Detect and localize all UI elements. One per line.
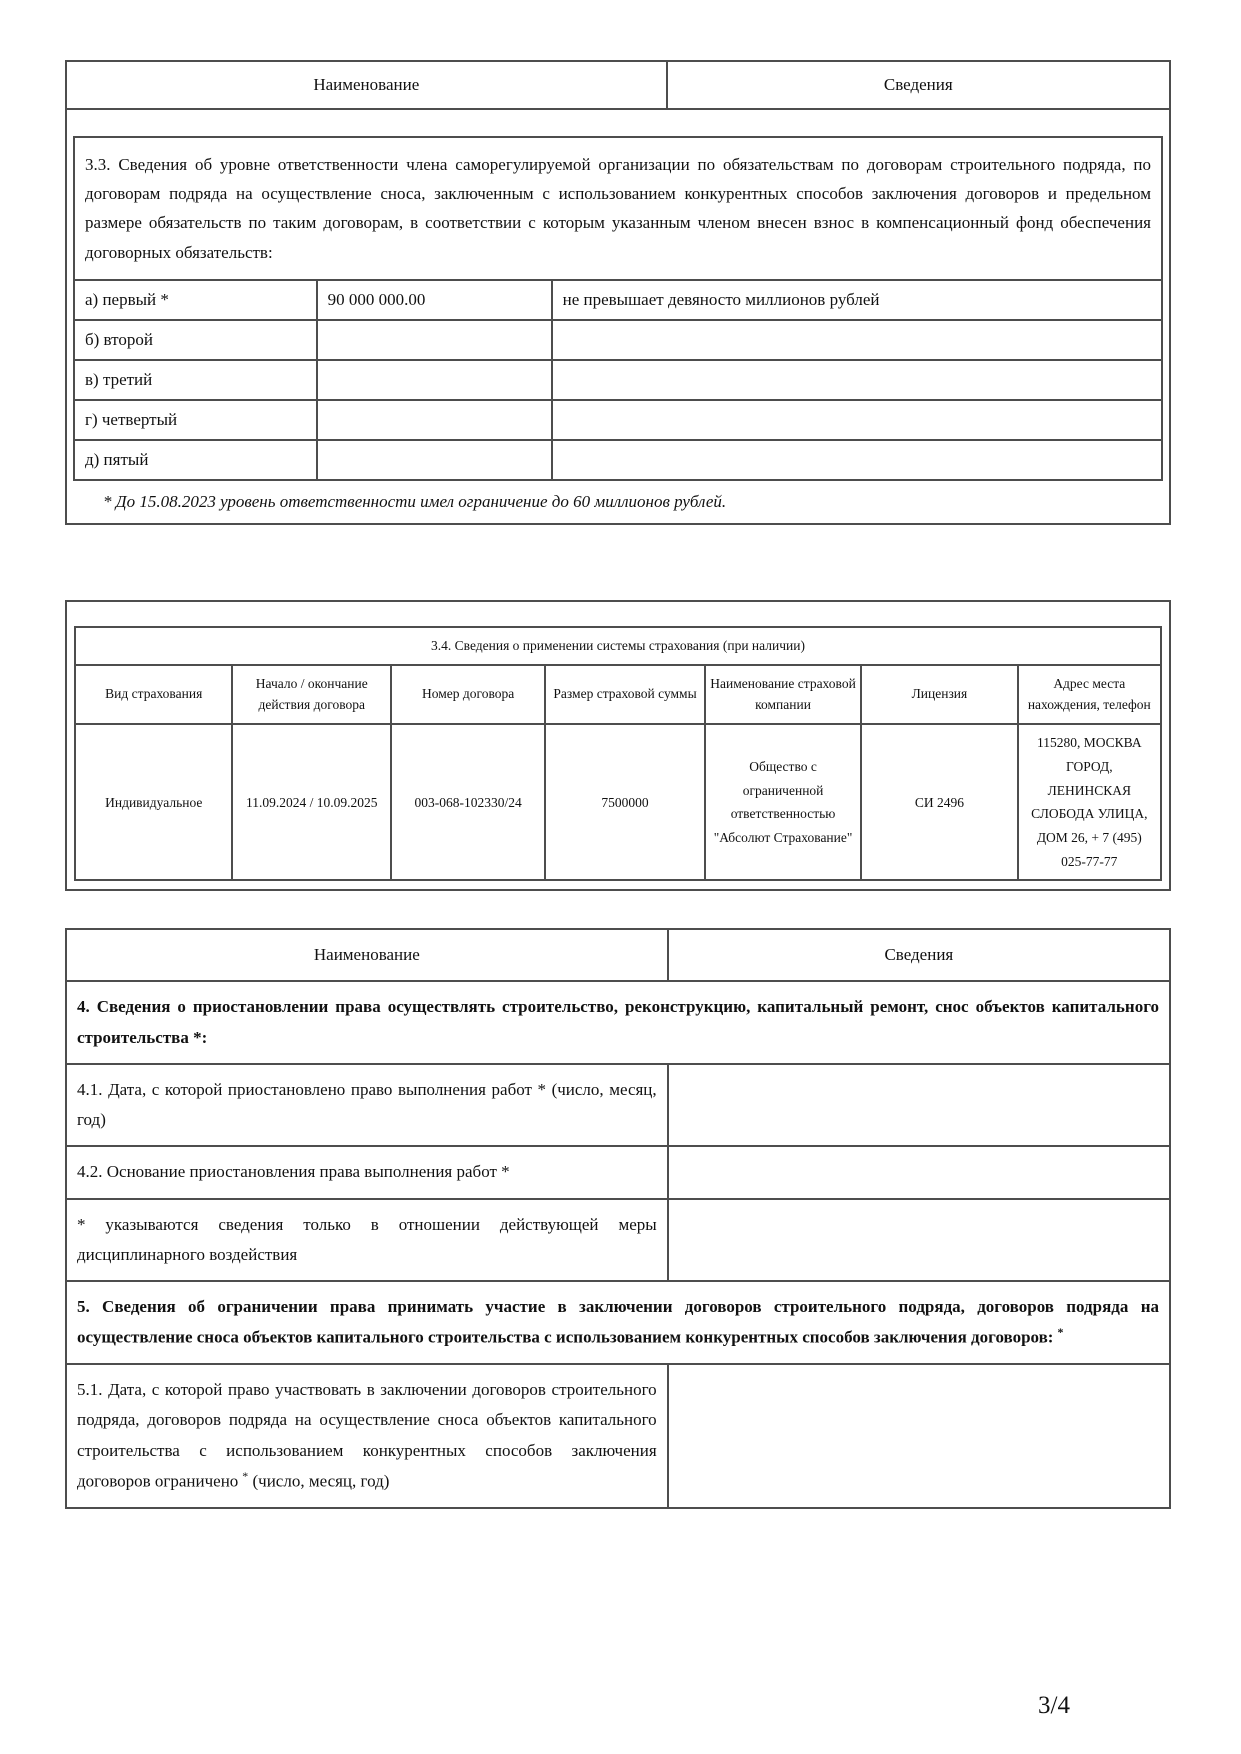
liability-table-body <box>67 110 1169 523</box>
row-5-1-label <box>66 1364 668 1508</box>
table-row <box>74 440 1162 480</box>
row-4-2-label: 4.2. Основание приостановления права выполнения работ * <box>66 1146 668 1198</box>
column-header-info: Сведения <box>668 929 1170 981</box>
table-row <box>74 280 1162 320</box>
insurance-company: Общество с ограниченной ответственностью "Абсолют Страхование" <box>705 724 861 880</box>
liability-footnote: * До 15.08.2023 уровень ответственности имел ограничение до 60 миллионов рублей. <box>103 491 727 511</box>
level-limit <box>552 360 1162 400</box>
section-3-3-text: 3.3. Сведения об уровне ответственности члена саморегулируемой организации по обязательствам по договорам строительного подряда, по договорам подряда на осуществление сноса, заключенным с использованием конкурентных способов заключения договоров и предельном размере обязательств по таким договорам, в соответствии с которым указанным членом внесен взнос в компенсационный фонд обеспечения договорных обязательств: <box>74 137 1162 280</box>
liability-inner-table <box>73 136 1163 481</box>
table-row <box>66 1199 1170 1282</box>
col-header-contract-no: Номер договора <box>391 665 545 725</box>
level-label: а) первый * <box>74 280 317 320</box>
table-row <box>75 627 1161 665</box>
col-header-sum: Размер страховой суммы <box>545 665 705 725</box>
insurance-license: СИ 2496 <box>861 724 1017 880</box>
page-number: 3/4 <box>1038 1692 1070 1719</box>
section-3-4-caption: 3.4. Сведения о применении системы страхования (при наличии) <box>75 627 1161 665</box>
insurance-inner-table <box>74 626 1162 881</box>
table-row <box>66 1281 1170 1364</box>
section-5-title <box>66 1281 1170 1364</box>
column-header-info: Сведения <box>883 75 953 94</box>
row-5-1-suffix: (число, месяц, год) <box>248 1471 390 1491</box>
insurance-table-body <box>67 602 1169 889</box>
section-4-note-value <box>668 1199 1170 1282</box>
col-header-address: Адрес места нахождения, телефон <box>1018 665 1161 725</box>
level-label: б) второй <box>74 320 317 360</box>
insurance-contract-no: 003-068-102330/24 <box>391 724 545 880</box>
table-row <box>66 1064 1170 1147</box>
col-header-license: Лицензия <box>861 665 1017 725</box>
level-amount: 90 000 000.00 <box>317 280 552 320</box>
col-header-period: Начало / окончание действия договора <box>232 665 391 725</box>
level-limit <box>552 320 1162 360</box>
table-row <box>66 981 1170 1064</box>
row-5-1-asterisk: * <box>242 1468 249 1483</box>
level-limit <box>552 400 1162 440</box>
row-5-1-value <box>668 1364 1170 1508</box>
insurance-table <box>65 600 1171 891</box>
table-row <box>66 1146 1170 1198</box>
col-header-company: Наименование страховой компании <box>705 665 861 725</box>
level-label: в) третий <box>74 360 317 400</box>
table-row <box>74 320 1162 360</box>
table-row <box>66 1364 1170 1508</box>
insurance-address: 115280, МОСКВА ГОРОД, ЛЕНИНСКАЯ СЛОБОДА УЛИЦА, ДОМ 26, + 7 (495) 025-77-77 <box>1018 724 1161 880</box>
level-amount <box>317 440 552 480</box>
liability-table-header-row <box>67 62 1169 110</box>
column-header-name: Наименование <box>67 62 668 108</box>
section-4-note: * указываются сведения только в отношении действующей меры дисциплинарного воздействия <box>66 1199 668 1282</box>
insurance-period: 11.09.2024 / 10.09.2025 <box>232 724 391 880</box>
level-amount <box>317 320 552 360</box>
table-row <box>74 360 1162 400</box>
column-header-name: Наименование <box>66 929 668 981</box>
section-4-title: 4. Сведения о приостановлении права осуществлять строительство, реконструкцию, капитальный ремонт, снос объектов капитального строительства *: <box>66 981 1170 1064</box>
liability-table <box>65 60 1171 525</box>
level-limit: не превышает девяносто миллионов рублей <box>552 280 1162 320</box>
row-4-1-value <box>668 1064 1170 1147</box>
table-row <box>74 137 1162 280</box>
level-amount <box>317 360 552 400</box>
insurance-data-row <box>75 724 1161 880</box>
row-5-1-text: 5.1. Дата, с которой право участвовать в заключении договоров строительного подряда, договоров подряда на осуществление сноса объектов капитального строительства с использованием конкурентных способов заключения договоров ограничено <box>77 1380 657 1491</box>
level-label: д) пятый <box>74 440 317 480</box>
insurance-header-row <box>75 665 1161 725</box>
col-header-insurance-kind: Вид страхования <box>75 665 232 725</box>
row-4-2-value <box>668 1146 1170 1198</box>
insurance-sum: 7500000 <box>545 724 705 880</box>
level-amount <box>317 400 552 440</box>
table-row <box>66 929 1170 981</box>
insurance-kind: Индивидуальное <box>75 724 232 880</box>
suspension-table <box>65 928 1171 1509</box>
level-label: г) четвертый <box>74 400 317 440</box>
row-4-1-label: 4.1. Дата, с которой приостановлено право выполнения работ * (число, месяц, год) <box>66 1064 668 1147</box>
section-5-title-text: 5. Сведения об ограничении права принимать участие в заключении договоров строительного подряда, договоров подряда на осуществление сноса объектов капитального строительства с использованием конкурентных способов заключения договоров: <box>77 1297 1159 1347</box>
table-row <box>74 400 1162 440</box>
level-limit <box>552 440 1162 480</box>
section-5-asterisk: * <box>1057 1325 1064 1340</box>
suspension-inner-table <box>65 928 1171 1509</box>
